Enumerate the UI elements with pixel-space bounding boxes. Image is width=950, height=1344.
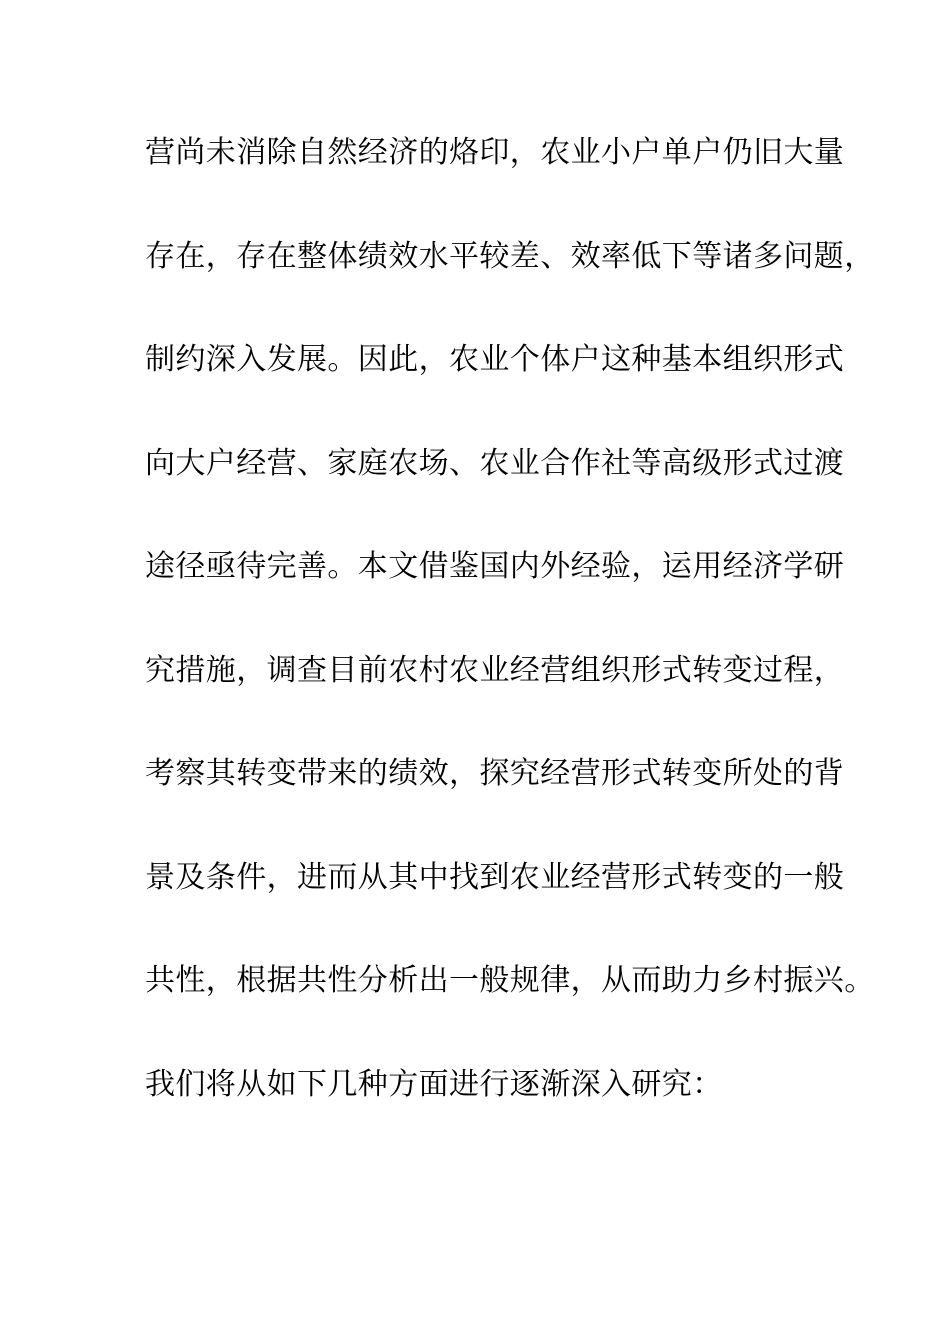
text-line: 制约深入发展。因此，农业个体户这种基本组织形式 [145,342,845,377]
text-line: 考察其转变带来的绩效，探究经营形式转变所处的背 [145,756,845,791]
body-paragraph [145,128,875,1163]
text-line: 向大户经营、家庭农场、农业合作社等高级形式过渡 [145,445,845,481]
text-line: 共性，根据共性分析出一般规律，从而助力乡村振兴。 [145,963,875,998]
text-line: 景及条件，进而从其中找到农业经营形式转变的一般 [145,859,845,895]
text-line: 营尚未消除自然经济的烙印，农业小户单户仍旧大量 [145,135,845,170]
text-line: 我们将从如下几种方面进行逐渐深入研究： [145,1066,723,1102]
text-line: 究措施，调查目前农村农业经营组织形式转变过程， [145,652,845,688]
text-line: 途径亟待完善。本文借鉴国内外经验，运用经济学研 [145,549,845,584]
text-line: 存在，存在整体绩效水平较差、效率低下等诸多问题， [145,238,875,274]
